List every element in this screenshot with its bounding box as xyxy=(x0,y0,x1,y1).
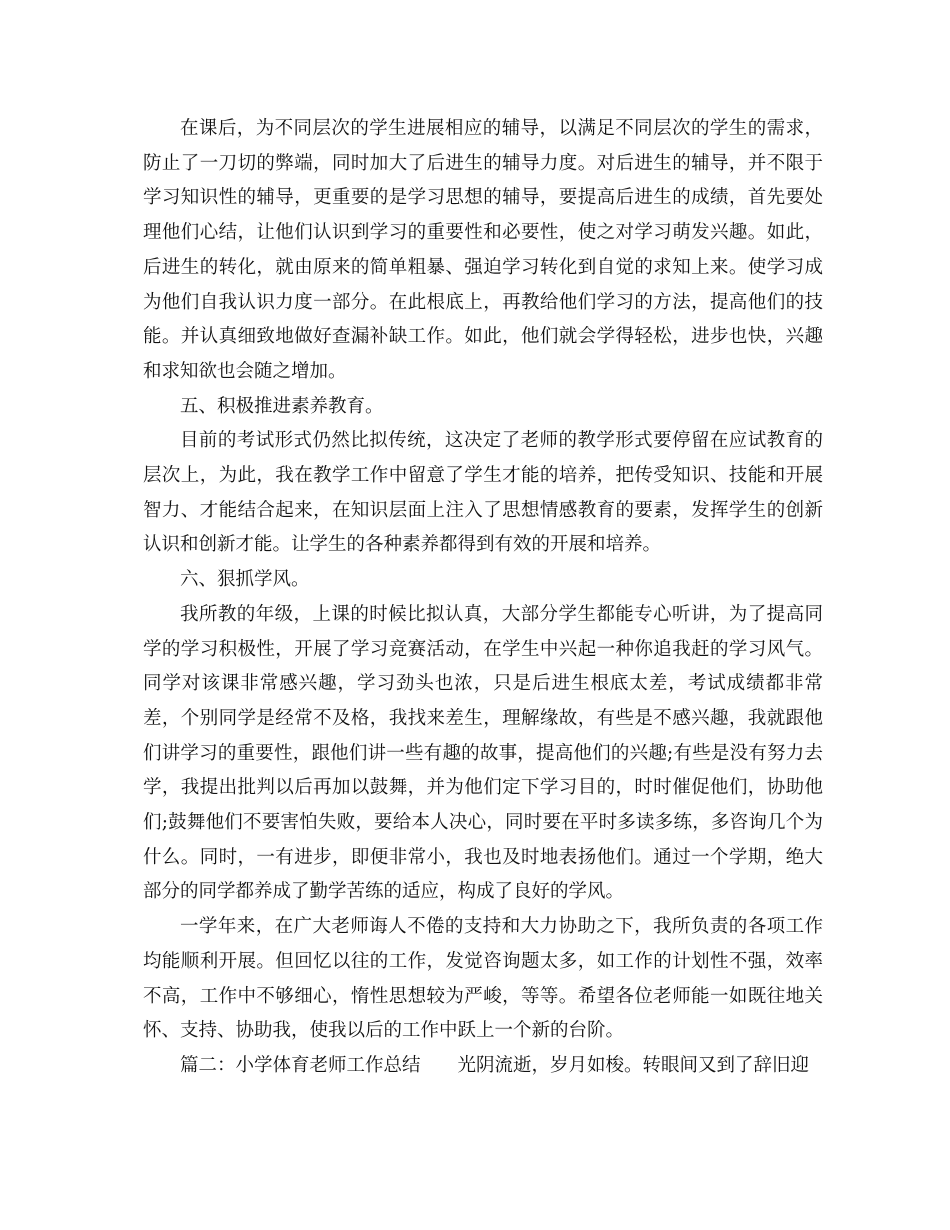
section-heading-study-style: 六、狠抓学风。 xyxy=(180,569,310,591)
paragraph-year-summary: 一学年来，在广大老师诲人不倦的支持和大力协助之下，我所负责的各项工作均能顺利开展。但回忆以往的工作，发觉咨询题太多，如工作的计划性不强，效率不高，工作中不够细心，惰性思想较为严峻，等等。希望各位老师能一如既往地关怀、支持、协助我，使我以后的工作中跃上一个新的台阶。 xyxy=(143,916,823,1042)
paragraph-tutoring: 在课后，为不同层次的学生进展相应的辅导，以满足不同层次的学生的需求，防止了一刀切的弊端，同时加大了后进生的辅导力度。对后进生的辅导，并不限于学习知识性的辅导，更重要的是学习思想的辅导，要提高后进生的成绩，首先要处理他们心结，让他们认识到学习的重要性和必要性，使之对学习萌发兴趣。如此，后进生的转化，就由原来的简单粗暴、强迫学习转化到自觉的求知上来。使学习成为他们自我认识力度一部分。在此根底上，再教给他们学习的方法，提高他们的技能。并认真细致地做好查漏补缺工作。如此，他们就会学得轻松，进步也快，兴趣和求知欲也会随之增加。 xyxy=(143,118,823,382)
paragraph-part-two-start: 篇二：小学体育老师工作总结 光阴流逝，岁月如梭。转眼间又到了辞旧迎 xyxy=(180,1054,810,1076)
paragraph-study-style: 我所教的年级，上课的时候比拟认真，大部分学生都能专心听讲，为了提高同学的学习积极性，开展了学习竞赛活动，在学生中兴起一种你追我赶的学习风气。同学对该课非常感兴趣，学习劲头也浓，只是后进生根底太差，考试成绩都非常差，个别同学是经常不及格，我找来差生，理解缘故，有些是不感兴趣，我就跟他们讲学习的重要性，跟他们讲一些有趣的故事，提高他们的兴趣;有些是没有努力去学，我提出批判以后再加以鼓舞，并为他们定下学习目的，时时催促他们，协助他们;鼓舞他们不要害怕失败，要给本人决心，同时要在平时多读多练，多咨询几个为什么。同时，一有进步，即便非常小，我也及时地表扬他们。通过一个学期，绝大部分的同学都养成了勤学苦练的适应，构成了良好的学风。 xyxy=(143,603,823,903)
paragraph-quality-education: 目前的考试形式仍然比拟传统，这决定了老师的教学形式要停留在应试教育的层次上，为此，我在教学工作中留意了学生才能的培养，把传受知识、技能和开展智力、才能结合起来，在知识层面上注入了思想情感教育的要素，发挥学生的创新认识和创新才能。让学生的各种素养都得到有效的开展和培养。 xyxy=(143,430,823,556)
document-body xyxy=(143,112,823,1084)
section-heading-quality-education: 五、积极推进素养教育。 xyxy=(180,395,384,417)
